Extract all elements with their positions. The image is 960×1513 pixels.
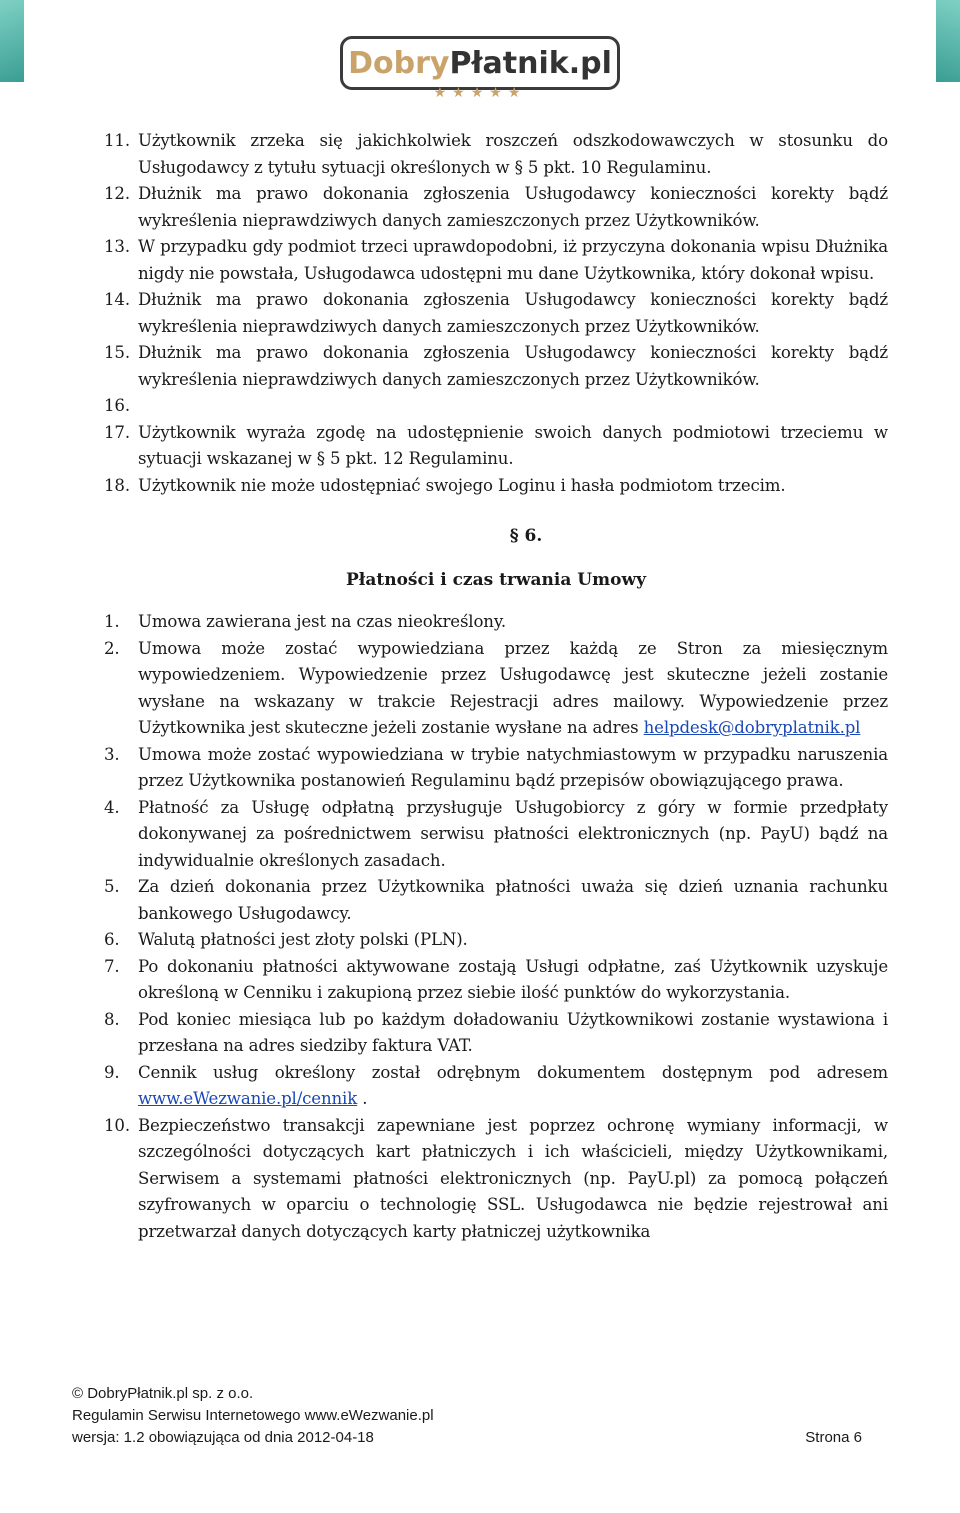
list-item: 18. Użytkownik nie może udostępniać swojego Loginu i hasła podmiotom trzecim.: [104, 475, 786, 495]
logo: [340, 36, 620, 90]
footer-version: wersja: 1.2 obowiązująca od dnia 2012-04-18: [72, 1429, 374, 1446]
footer-page-number: Strona 6: [805, 1429, 862, 1446]
list-item: 3. Umowa może zostać wypowiedziana w trybie natychmiastowym w przypadku naruszenia przez Użytkownika postanowień Regulaminu bądź przepisów obowiązującego prawa.: [104, 744, 888, 790]
list-item: 5. Za dzień dokonania przez Użytkownika płatności uważa się dzień uznania rachunku bankowego Usługodawcy.: [104, 877, 888, 923]
corner-decoration-right: [936, 0, 960, 82]
list-item: 16.: [104, 396, 130, 415]
list-item: 6. Walutą płatności jest złoty polski (PLN).: [104, 930, 468, 949]
list-item: 10. Bezpieczeństwo transakcji zapewniane jest poprzez ochronę wymiany informacji, w szczególności dotyczących kart płatniczych i ich właścicieli, między Użytkownikami, Serwisem a systemami płatności elektronicznych (np. PayU.pl) za pomocą połączeń szyfrowanych w oparciu o technologię SSL. Usługodawca nie będzie rejestrował ani przetwarzał danych dotyczących karty płatniczej użytkownika: [104, 1115, 888, 1241]
list-item: 11. Użytkownik zrzeka się jakichkolwiek roszczeń odszkodowawczych w stosunku do Usługodawcy z tytułu sytuacji określonych w § 5 pkt. 10 Regulaminu.: [104, 131, 888, 177]
section6-list: [104, 609, 888, 1245]
list-item: 9. Cennik usług określony został odrębnym dokumentem dostępnym pod adresem www.eWezwanie.pl/cennik .: [104, 1062, 888, 1108]
list-item: 7. Po dokonaniu płatności aktywowane zostają Usługi odpłatne, zaś Użytkownik uzyskuje określoną w Cenniku i zakupioną przez siebie ilość punktów do wykorzystania.: [104, 956, 888, 1002]
cennik-link[interactable]: www.eWezwanie.pl/cennik: [138, 1089, 358, 1108]
list-item: 2. Umowa może zostać wypowiedziana przez każdą ze Stron za miesięcznym wypowiedzeniem. Wypowiedzenie przez Usługodawcę jest skuteczne jeżeli zostanie wysłane na wskazany w trakcie Rejestracji adres mailowy. Wypowiedzenie przez Użytkownika jest skuteczne jeżeli zostanie wysłane na adres helpdesk@dobryplatnik.pl: [104, 638, 888, 737]
list-item: 1. Umowa zawierana jest na czas nieokreślony.: [104, 612, 506, 631]
section-title: Płatności i czas trwania Umowy: [346, 570, 646, 590]
logo-stars: ★★★★★: [433, 85, 527, 101]
logo-text-dobry: Dobry: [348, 45, 450, 81]
list-item: 12. Dłużnik ma prawo dokonania zgłoszenia Usługodawcy konieczności korekty bądź wykreślenia nieprawdziwych danych zamieszczonych przez Użytkowników.: [104, 184, 888, 230]
list-item: 15. Dłużnik ma prawo dokonania zgłoszenia Usługodawcy konieczności korekty bądź wykreślenia nieprawdziwych danych zamieszczonych przez Użytkowników.: [104, 343, 888, 389]
page-footer: [72, 1383, 862, 1449]
list-item: 13. W przypadku gdy podmiot trzeci uprawdopodobni, iż przyczyna dokonania wpisu Dłużnika nigdy nie powstała, Usługodawca udostępni mu dane Użytkownika, który dokonał wpisu.: [104, 237, 888, 283]
list-item: 8. Pod koniec miesiąca lub po każdym doładowaniu Użytkownikowi zostanie wystawiona i przesłana na adres siedziby faktura VAT.: [104, 1009, 888, 1055]
footer-regulation: Regulamin Serwisu Internetowego www.eWezwanie.pl: [72, 1407, 434, 1424]
corner-decoration-left: [0, 0, 24, 82]
section5-list: [104, 128, 888, 499]
logo-text-platnik: Płatnik.pl: [449, 45, 612, 81]
list-item: 17. Użytkownik wyraża zgodę na udostępnienie swoich danych podmiotowi trzeciemu w sytuacji wskazanej w § 5 pkt. 12 Regulaminu.: [104, 422, 888, 468]
footer-company: © DobryPłatnik.pl sp. z o.o.: [72, 1385, 254, 1402]
list-item: 4. Płatność za Usługę odpłatną przysługuje Usługobiorcy z góry w formie przedpłaty dokonywanej za pośrednictwem serwisu płatności elektronicznych (np. PayU) bądź na indywidualnie określonych zasadach.: [104, 797, 888, 870]
helpdesk-email-link[interactable]: helpdesk@dobryplatnik.pl: [643, 718, 861, 737]
section-sign: § 6.: [509, 526, 543, 546]
document-body: [104, 128, 888, 1245]
list-item: 14. Dłużnik ma prawo dokonania zgłoszenia Usługodawcy konieczności korekty bądź wykreślenia nieprawdziwych danych zamieszczonych przez Użytkowników.: [104, 290, 888, 336]
